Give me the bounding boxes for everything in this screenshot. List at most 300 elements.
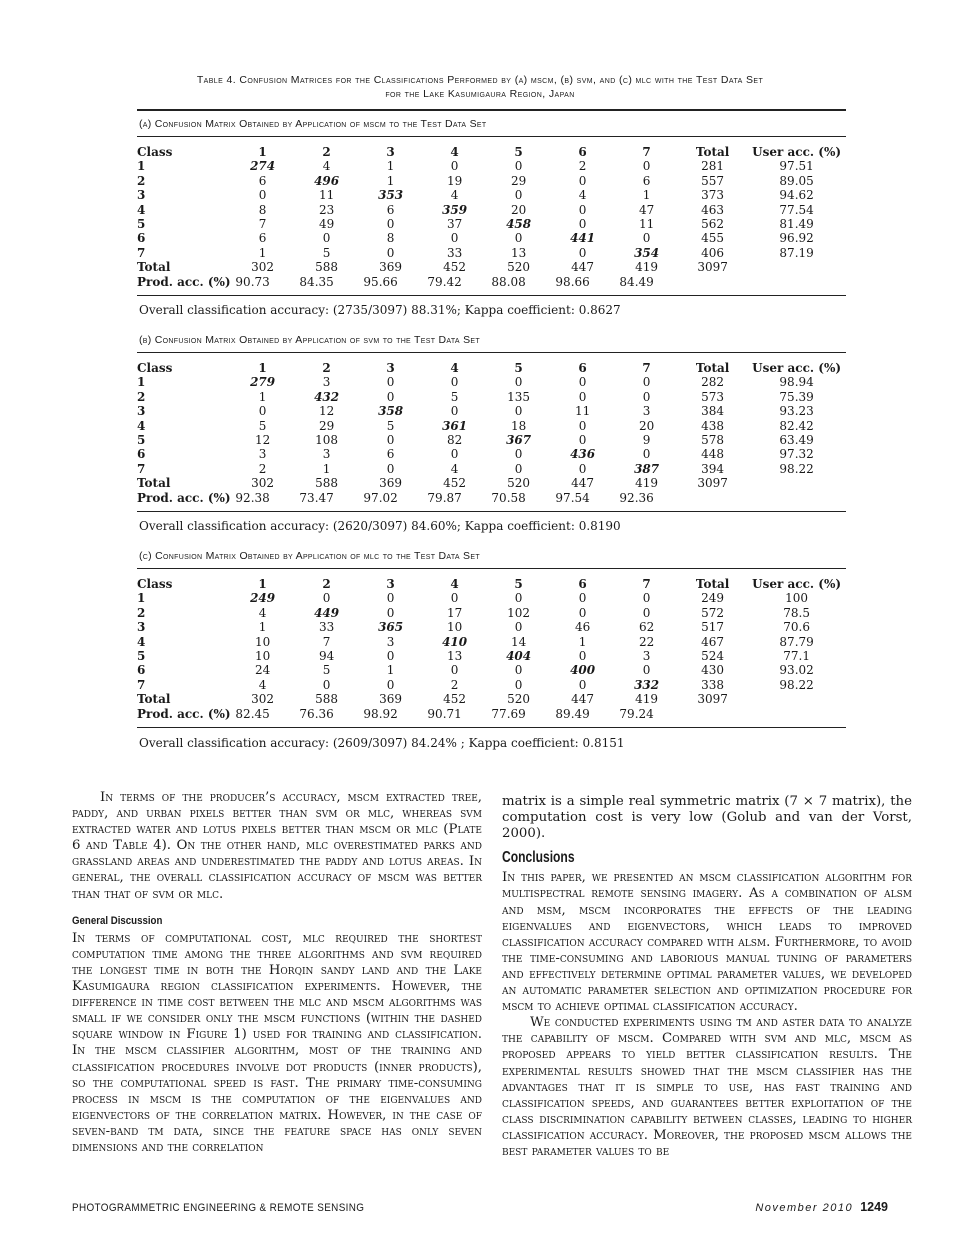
table-cell: 0 xyxy=(386,245,395,260)
table-cell: 17 xyxy=(446,605,463,620)
column-header: 3 xyxy=(386,361,395,375)
table-cell: 7 xyxy=(258,217,267,232)
table-cell: 1 xyxy=(258,389,267,404)
table-cell: 20 xyxy=(638,418,655,433)
table-cell xyxy=(669,707,737,721)
row-label: 1 xyxy=(137,375,146,390)
row-label: 4 xyxy=(137,418,146,433)
table-cell: 394 xyxy=(701,461,725,476)
table-cell: 358 xyxy=(378,404,404,419)
table-cell: 432 xyxy=(314,389,340,404)
table-cell: 4 xyxy=(258,605,267,620)
matrix-b-caption: (b) Confusion Matrix Obtained by Application of svm to the Test Data Set xyxy=(139,334,480,346)
table-cell: 0 xyxy=(450,404,459,419)
confusion-matrix-svm xyxy=(137,361,847,505)
table-cell: 0 xyxy=(642,663,651,678)
table-cell: 18 xyxy=(510,418,527,433)
matrix-b-bottom-rule xyxy=(137,511,846,512)
matrix-a-bottom-rule xyxy=(137,295,846,296)
table-cell: 79.87 xyxy=(427,490,462,505)
table-cell: 0 xyxy=(578,245,587,260)
table-cell: 4 xyxy=(450,188,459,203)
table-cell: 384 xyxy=(701,404,725,419)
table-cell: 63.49 xyxy=(779,433,814,448)
table-cell: 578 xyxy=(701,433,725,448)
table-cell: 0 xyxy=(642,375,651,390)
table-cell: 410 xyxy=(442,634,468,649)
table-cell: 353 xyxy=(378,188,404,203)
column-header: 6 xyxy=(578,361,587,375)
table-cell: 2 xyxy=(578,159,587,174)
table-cell: 0 xyxy=(642,159,651,174)
column-header: 5 xyxy=(514,577,523,591)
table-cell: 90.71 xyxy=(427,706,462,721)
table-cell: 82.42 xyxy=(779,418,814,433)
header-row xyxy=(137,361,847,375)
table-cell: 97.02 xyxy=(363,490,398,505)
table-cell: 0 xyxy=(514,461,523,476)
table-row xyxy=(137,462,847,476)
table-cell: 98.66 xyxy=(555,274,590,289)
table-cell: 281 xyxy=(701,159,725,174)
row-label: 1 xyxy=(137,159,146,174)
table-cell: 359 xyxy=(442,202,468,217)
table-cell: 0 xyxy=(386,591,395,606)
table-cell: 458 xyxy=(506,217,532,232)
table-cell: 8 xyxy=(258,202,267,217)
table-cell: 588 xyxy=(315,260,339,275)
table-cell: 520 xyxy=(507,692,531,707)
table-cell: 524 xyxy=(701,649,725,664)
table-cell: 419 xyxy=(635,260,659,275)
table-cell: 0 xyxy=(386,389,395,404)
table-cell: 0 xyxy=(642,231,651,246)
table-cell: 436 xyxy=(570,447,596,462)
overall-accuracy-mlc: Overall classification accuracy: (2609/3097) 84.24% ; Kappa coefficient: 0.8151 xyxy=(139,736,625,750)
table-cell: 3 xyxy=(258,447,267,462)
table-cell: 97.54 xyxy=(555,490,590,505)
page-footer xyxy=(755,1200,888,1214)
column-header: 3 xyxy=(386,577,395,591)
table-cell: 0 xyxy=(450,159,459,174)
table-cell: 447 xyxy=(571,260,595,275)
table-cell: 0 xyxy=(514,404,523,419)
matrix-a-rule xyxy=(137,136,846,137)
table-cell: 302 xyxy=(251,260,275,275)
table-cell: 338 xyxy=(701,677,725,692)
row-label: 5 xyxy=(137,433,146,448)
table-cell: 108 xyxy=(315,433,339,448)
table-cell: 2 xyxy=(450,677,459,692)
table-cell: 97.32 xyxy=(779,447,814,462)
table-cell: 95.66 xyxy=(363,274,398,289)
table-cell: 452 xyxy=(443,260,467,275)
table-cell: 455 xyxy=(701,231,725,246)
table-row xyxy=(137,620,847,634)
table-cell: 94.62 xyxy=(779,188,814,203)
column-header: User acc. (%) xyxy=(752,577,842,591)
table-cell: 3097 xyxy=(697,476,728,491)
table-cell: 332 xyxy=(634,677,660,692)
table-cell: 1 xyxy=(386,173,395,188)
table-cell xyxy=(737,275,837,289)
table-row xyxy=(137,447,847,461)
table-cell: 404 xyxy=(506,649,532,664)
table-row xyxy=(137,433,847,447)
table-cell: 78.5 xyxy=(783,605,810,620)
row-label: Prod. acc. (%) xyxy=(137,274,231,289)
table-cell: 33 xyxy=(446,245,463,260)
row-label: Total xyxy=(137,476,171,491)
section-heading-conclusions: Conclusions xyxy=(502,849,575,867)
table-cell: 0 xyxy=(514,375,523,390)
page-number: 1249 xyxy=(860,1200,888,1214)
table-cell: 96.92 xyxy=(779,231,814,246)
table-cell: 0 xyxy=(578,389,587,404)
table-cell: 93.23 xyxy=(779,404,814,419)
column-header: 1 xyxy=(258,361,267,375)
table-cell: 82 xyxy=(446,433,463,448)
table-row xyxy=(137,246,847,260)
table-row xyxy=(137,649,847,663)
table-cell: 98.22 xyxy=(779,677,814,692)
table-cell: 0 xyxy=(578,677,587,692)
table-cell: 387 xyxy=(634,461,660,476)
table-cell: 77.69 xyxy=(491,706,526,721)
table-cell: 6 xyxy=(258,231,267,246)
table-top-rule xyxy=(137,109,846,111)
table-cell: 92.36 xyxy=(619,490,654,505)
table-cell: 0 xyxy=(386,649,395,664)
table-cell: 0 xyxy=(386,375,395,390)
table-row xyxy=(137,678,847,692)
table-cell: 0 xyxy=(386,605,395,620)
table-cell: 449 xyxy=(314,605,340,620)
header-row xyxy=(137,145,847,159)
table-cell: 0 xyxy=(514,231,523,246)
table-cell: 520 xyxy=(507,476,531,491)
column-header: Total xyxy=(695,145,730,159)
paragraph-producer-accuracy: In terms of the producer’s accuracy, mscm extracted tree, paddy, and urban pixels better than svm or mlc, whereas svm extracted water and lotus pixels better than mscm or mlc (Plate 6 and Table 4). On the other hand, mlc overestimated parks and grassland areas and underestimated the paddy and lotus areas. In general, the overall classification accuracy of mscm was better than that of svm or mlc. xyxy=(72,790,482,902)
table-cell xyxy=(737,707,837,721)
table-cell: 0 xyxy=(322,677,331,692)
matrix-b-rule xyxy=(137,352,846,353)
journal-name: PHOTOGRAMMETRIC ENGINEERING & REMOTE SENSING xyxy=(72,1202,365,1214)
table-cell: 29 xyxy=(318,418,335,433)
table-cell: 0 xyxy=(258,404,267,419)
table-cell: 0 xyxy=(386,461,395,476)
table-caption-line2: for the Lake Kasumigaura Region, Japan xyxy=(385,88,575,100)
table-cell: 0 xyxy=(514,447,523,462)
table-cell: 62 xyxy=(638,620,655,635)
column-header: 7 xyxy=(642,145,651,159)
table-cell: 79.24 xyxy=(619,706,654,721)
table-cell: 0 xyxy=(642,591,651,606)
table-cell: 11 xyxy=(638,217,655,232)
table-row xyxy=(137,217,847,231)
table-cell: 0 xyxy=(578,649,587,664)
column-header: 3 xyxy=(386,145,395,159)
table-cell: 354 xyxy=(634,245,660,260)
table-cell: 0 xyxy=(578,433,587,448)
table-cell: 4 xyxy=(322,159,331,174)
table-cell: 3 xyxy=(642,404,651,419)
column-header: 4 xyxy=(450,145,459,159)
row-label: 7 xyxy=(137,461,146,476)
table-cell: 11 xyxy=(318,188,335,203)
column-header: Total xyxy=(695,361,730,375)
table-cell: 79.42 xyxy=(427,274,462,289)
table-row xyxy=(137,663,847,677)
column-header: User acc. (%) xyxy=(752,145,842,159)
left-column xyxy=(72,790,482,1156)
table-cell: 0 xyxy=(386,217,395,232)
table-row xyxy=(137,606,847,620)
table-cell: 5 xyxy=(450,389,459,404)
table-cell: 8 xyxy=(386,231,395,246)
table-cell: 1 xyxy=(578,634,587,649)
table-row xyxy=(137,375,847,389)
row-label: Prod. acc. (%) xyxy=(137,706,231,721)
table-cell: 365 xyxy=(378,620,404,635)
producer-accuracy-row xyxy=(137,707,847,721)
paragraph-conclusions-1: In this paper, we presented an mscm classification algorithm for multispectral remote sensing imagery. As a combination of alsm and msm, mscm incorporates the effects of the leading eigenvalues and eigenvectors, which leads to improved classification accuracy compared with alsm. Furthermore, to avoid the time-consuming and laborious manual tuning of parameters and effectively determine optimal parameter values, we developed an automatic parameter selection and optimization procedure for mscm to achieve optimal classification accuracy. xyxy=(502,870,912,1015)
table-cell: 88.08 xyxy=(491,274,526,289)
table-cell: 5 xyxy=(386,418,395,433)
table-caption xyxy=(100,73,860,101)
row-label: 7 xyxy=(137,245,146,260)
column-header: User acc. (%) xyxy=(752,361,842,375)
matrix-a-caption: (a) Confusion Matrix Obtained by Application of mscm to the Test Data Set xyxy=(139,118,487,130)
table-cell: 3 xyxy=(642,649,651,664)
table-cell: 24 xyxy=(254,663,271,678)
column-header: 7 xyxy=(642,577,651,591)
table-cell: 47 xyxy=(638,202,655,217)
table-cell: 373 xyxy=(701,188,725,203)
table-cell: 77.1 xyxy=(783,649,810,664)
right-column xyxy=(502,794,912,1160)
table-row xyxy=(137,174,847,188)
table-cell: 249 xyxy=(250,591,276,606)
table-cell: 19 xyxy=(446,173,463,188)
section-heading-general-discussion: General Discussion xyxy=(72,914,163,927)
table-cell: 367 xyxy=(506,433,532,448)
column-header: 7 xyxy=(642,361,651,375)
table-cell: 98.22 xyxy=(779,461,814,476)
table-cell: 0 xyxy=(450,231,459,246)
table-cell: 0 xyxy=(514,677,523,692)
row-label: 2 xyxy=(137,605,146,620)
issue-date: November 2010 xyxy=(755,1202,854,1214)
table-cell: 430 xyxy=(701,663,725,678)
total-row xyxy=(137,476,847,490)
table-cell: 400 xyxy=(570,663,596,678)
column-header: 2 xyxy=(322,577,331,591)
table-cell xyxy=(737,491,837,505)
overall-accuracy-svm: Overall classification accuracy: (2620/3097) 84.60%; Kappa coefficient: 0.8190 xyxy=(139,519,621,533)
table-cell: 496 xyxy=(314,173,340,188)
table-cell: 98.94 xyxy=(779,375,814,390)
table-cell: 4 xyxy=(578,188,587,203)
table-row xyxy=(137,188,847,202)
table-cell: 37 xyxy=(446,217,463,232)
table-cell: 0 xyxy=(450,663,459,678)
table-cell: 94 xyxy=(318,649,335,664)
confusion-matrix-mscm xyxy=(137,145,847,289)
table-cell: 70.6 xyxy=(783,620,810,635)
table-cell: 4 xyxy=(258,677,267,692)
table-cell: 98.92 xyxy=(363,706,398,721)
table-cell: 520 xyxy=(507,260,531,275)
table-row xyxy=(137,231,847,245)
table-cell: 73.47 xyxy=(299,490,334,505)
table-cell: 97.51 xyxy=(779,159,814,174)
paragraph-conclusions-2: We conducted experiments using tm and aster data to analyze the capability of mscm. Compared with svm and mlc, mscm as proposed appears to yield better classification results. The experimental results showed that the mscm classifier has the advantages that it is simple to use, has fast training and classification speeds, and guarantees better exploitation of the class discrimination capability between classes, leading to higher classification accuracy. Moreover, the proposed mscm allows the best parameter values to be xyxy=(502,1015,912,1159)
table-cell: 419 xyxy=(635,476,659,491)
table-cell: 282 xyxy=(701,375,725,390)
table-cell: 3 xyxy=(322,447,331,462)
table-cell: 562 xyxy=(701,217,725,232)
table-cell: 0 xyxy=(578,591,587,606)
table-cell: 0 xyxy=(578,375,587,390)
matrix-c-caption: (c) Confusion Matrix Obtained by Application of mlc to the Test Data Set xyxy=(139,550,480,562)
table-cell: 0 xyxy=(514,188,523,203)
row-label: 2 xyxy=(137,173,146,188)
table-row xyxy=(137,159,847,173)
confusion-matrix-mlc xyxy=(137,577,847,721)
table-cell: 588 xyxy=(315,476,339,491)
table-cell: 5 xyxy=(322,245,331,260)
column-header: 1 xyxy=(258,577,267,591)
table-cell: 0 xyxy=(578,202,587,217)
table-cell: 3097 xyxy=(697,692,728,707)
table-cell: 9 xyxy=(642,433,651,448)
header-row xyxy=(137,577,847,591)
table-cell: 10 xyxy=(254,649,271,664)
table-cell xyxy=(747,692,847,706)
table-cell: 452 xyxy=(443,692,467,707)
table-cell: 463 xyxy=(701,202,725,217)
table-cell: 11 xyxy=(574,404,591,419)
table-cell: 70.58 xyxy=(491,490,526,505)
column-header: 2 xyxy=(322,361,331,375)
column-header: 1 xyxy=(258,145,267,159)
row-label: Total xyxy=(137,260,171,275)
table-cell: 0 xyxy=(514,591,523,606)
table-cell: 0 xyxy=(450,447,459,462)
row-label: Total xyxy=(137,692,171,707)
table-cell: 1 xyxy=(642,188,651,203)
row-label: 3 xyxy=(137,188,146,203)
table-cell: 89.49 xyxy=(555,706,590,721)
total-row xyxy=(137,692,847,706)
table-cell: 102 xyxy=(507,605,531,620)
table-row xyxy=(137,591,847,605)
table-cell: 438 xyxy=(701,418,725,433)
table-cell: 0 xyxy=(386,433,395,448)
row-label: 2 xyxy=(137,389,146,404)
table-cell: 135 xyxy=(507,389,531,404)
row-label: 6 xyxy=(137,447,146,462)
table-row xyxy=(137,635,847,649)
table-cell: 302 xyxy=(251,476,275,491)
table-cell: 1 xyxy=(386,159,395,174)
row-label: 3 xyxy=(137,620,146,635)
table-cell: 0 xyxy=(642,389,651,404)
table-cell: 82.45 xyxy=(235,706,270,721)
column-header: Class xyxy=(137,577,173,591)
table-cell: 0 xyxy=(450,591,459,606)
table-cell: 3 xyxy=(386,634,395,649)
total-row xyxy=(137,260,847,274)
table-cell: 0 xyxy=(386,677,395,692)
row-label: 1 xyxy=(137,591,146,606)
table-cell: 87.79 xyxy=(779,634,814,649)
table-cell xyxy=(747,476,847,490)
table-cell: 0 xyxy=(578,461,587,476)
table-cell: 572 xyxy=(701,605,725,620)
table-cell: 1 xyxy=(322,461,331,476)
table-cell: 0 xyxy=(514,663,523,678)
row-label: Prod. acc. (%) xyxy=(137,490,231,505)
table-caption-line1: Table 4. Confusion Matrices for the Classifications Performed by (a) mscm, (b) svm, and (c) mlc with the Test Data Set xyxy=(196,74,764,86)
overall-accuracy-mscm: Overall classification accuracy: (2735/3097) 88.31%; Kappa coefficient: 0.8627 xyxy=(139,303,621,317)
table-cell: 0 xyxy=(514,620,523,635)
table-cell: 0 xyxy=(578,173,587,188)
table-cell: 89.05 xyxy=(779,173,814,188)
table-cell: 49 xyxy=(318,217,335,232)
table-cell: 23 xyxy=(318,202,335,217)
row-label: 5 xyxy=(137,649,146,664)
row-label: 4 xyxy=(137,634,146,649)
row-label: 6 xyxy=(137,663,146,678)
table-cell: 279 xyxy=(250,375,276,390)
table-cell: 6 xyxy=(258,173,267,188)
table-cell: 3 xyxy=(322,375,331,390)
table-cell: 2 xyxy=(258,461,267,476)
table-cell: 76.36 xyxy=(299,706,334,721)
table-row xyxy=(137,404,847,418)
row-label: 4 xyxy=(137,202,146,217)
paragraph-computational-cost: In terms of computational cost, mlc required the shortest computation time among the three algorithms and svm required the longest time in both the Horqin sandy land and the Lake Kasumigaura region classification experiments. However, the difference in time cost between the mlc and mscm algorithms was small if we consider only the mscm functions (within the dashed square window in Figure 1) used for training and classification. In the mscm classifier algorithm, most of the training and classification procedures involve dot products (inner products), so the computational speed is fast. The primary time-consuming process in mscm is the computation of the eigenvalues and eigenvectors of the correlation matrix. However, in the case of seven-band tm data, since the feature space has only seven dimensions and the correlation xyxy=(72,930,482,1155)
table-cell: 467 xyxy=(701,634,725,649)
table-cell: 369 xyxy=(379,476,403,491)
table-cell: 10 xyxy=(254,634,271,649)
table-cell: 0 xyxy=(578,418,587,433)
table-cell: 6 xyxy=(386,202,395,217)
column-header: 4 xyxy=(450,577,459,591)
table-cell: 7 xyxy=(322,634,331,649)
column-header: 5 xyxy=(514,361,523,375)
row-label: 5 xyxy=(137,217,146,232)
paragraph-matrix-cost: matrix is a simple real symmetric matrix (7 × 7 matrix), the computation cost is very low (Golub and van der Vorst, 2000). xyxy=(502,794,912,842)
table-cell: 93.02 xyxy=(779,663,814,678)
table-cell: 0 xyxy=(642,447,651,462)
column-header: Total xyxy=(695,577,730,591)
table-cell xyxy=(669,275,737,289)
table-cell: 1 xyxy=(258,245,267,260)
table-cell: 0 xyxy=(258,188,267,203)
column-header: Class xyxy=(137,145,173,159)
table-cell xyxy=(669,491,737,505)
table-cell: 12 xyxy=(254,433,271,448)
column-header: 5 xyxy=(514,145,523,159)
column-header: Class xyxy=(137,361,173,375)
table-cell: 5 xyxy=(258,418,267,433)
table-cell: 0 xyxy=(450,375,459,390)
table-row xyxy=(137,203,847,217)
table-cell: 0 xyxy=(578,605,587,620)
